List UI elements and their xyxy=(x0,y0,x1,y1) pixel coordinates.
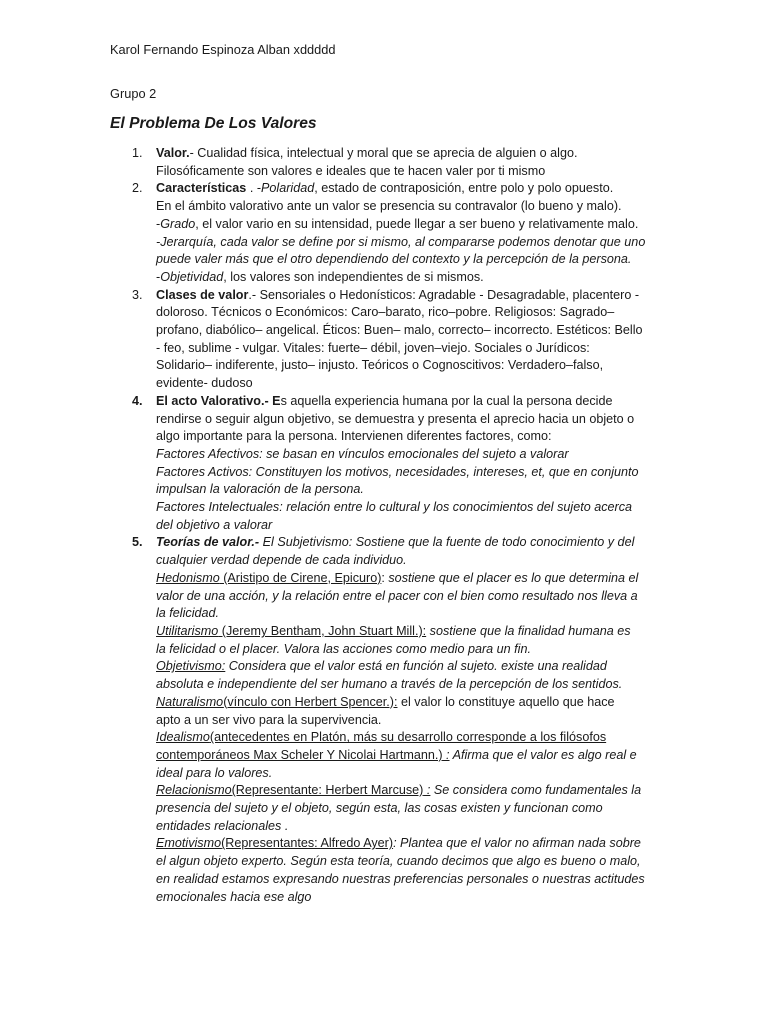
theory-utilitarismo: Utilitarismo (Jeremy Bentham, John Stuart Mill.): sostiene que la finalidad humana es xyxy=(156,623,631,638)
factores-line: impulsan la valoración de la persona. xyxy=(156,482,364,497)
item-text-line: En el ámbito valorativo ante un valor se presencia su contravalor (lo bueno y malo). xyxy=(156,199,622,214)
factores-line: Factores Intelectuales: relación entre lo cultural y los conocimientos del sujeto acerca xyxy=(156,500,633,515)
item-term: Valor. xyxy=(156,146,190,160)
values-list xyxy=(132,145,656,906)
factores-line: Factores Afectivos: se basan en vínculos emocionales del sujeto a valorar xyxy=(156,446,569,461)
item-text-line: algo importante para la persona. Intervienen diferentes factores, como: xyxy=(156,429,552,444)
group-label: Grupo 2 xyxy=(110,86,157,101)
item-text-line: doloroso. Técnicos o Económicos: Caro–barato, rico–pobre. Religiosos: Sagrado– xyxy=(156,305,615,320)
theory-hedonismo: Hedonismo (Aristipo de Cirene, Epicuro): sostiene que el placer es lo que determina el xyxy=(156,570,639,585)
jerarquia-line: puede valer más que el otro dependiendo del contexto y la percepción de la persona. xyxy=(156,252,632,267)
theory-name: Emotivismo xyxy=(156,836,222,851)
theory-name: Hedonismo xyxy=(156,570,220,585)
item-number: 4. xyxy=(132,393,143,408)
author-name: Karol Fernando Espinoza Alban xddddd xyxy=(110,42,336,57)
objetividad-term: Objetividad xyxy=(160,269,224,284)
theory-relacionismo: Relacionismo(Representante: Herbert Marcuse) : Se considera como fundamentales la xyxy=(156,783,642,798)
list-item-caracteristicas: 2. Características . -Polaridad, estado de contraposición, entre polo y polo opuesto. En el ámbito valorativo ante un valor se presencia su contravalor (lo bueno y malo). -Grado, el valor vario en su intensidad, puede llegar a ser bueno y relativamente malo. -Jerarquía, cada valor se define por si mismo, al compararse podemos denotar que uno puede valer más que el otro dependiendo del contexto y la percepción de la persona. -Objetividad, los valores son independientes de si mismos. xyxy=(156,180,656,286)
theory-name: Naturalismo xyxy=(156,694,224,709)
theory-name: Objetivismo: xyxy=(156,659,226,674)
theory-emotivismo: Emotivismo(Representantes: Alfredo Ayer): Plantea que el valor no afirman nada sobre xyxy=(156,836,641,851)
list-item-valor xyxy=(132,145,656,180)
document-title: El Problema De Los Valores xyxy=(110,115,317,132)
item-text-line: profano, diabólico– angelical. Éticos: Buen– malo, correcto– incorrecto. Estéticos: Bello xyxy=(156,323,643,338)
theory-naturalismo: Naturalismo(vínculo con Herbert Spencer.): el valor lo constituye aquello que hace xyxy=(156,694,615,709)
item-text-line: Solidario– indiferente, justo– injusto. Teóricos o Cognoscitivos: Verdadero–falso, xyxy=(156,358,604,373)
jerarquia-line: -Jerarquía, cada valor se define por si mismo, al compararse podemos denotar que uno xyxy=(156,234,646,249)
theory-name: Relacionismo xyxy=(156,783,232,798)
item-term: El acto Valorativo.- E xyxy=(156,393,281,408)
item-number: 2. xyxy=(132,181,143,196)
item-text-line: cualquier verdad depende de cada individuo. xyxy=(156,553,407,568)
item-text-line: - feo, sublime - vulgar. Vitales: fuerte– débil, joven–viejo. Sociales o Jurídicos: xyxy=(156,340,590,355)
item-number: 1. xyxy=(132,146,143,160)
item-term: Clases de valor xyxy=(156,287,249,302)
grado-term: Grado xyxy=(160,216,196,231)
item-term: Características xyxy=(156,181,247,196)
item-text-line: Filosóficamente son valores e ideales que te hacen valer por ti mismo xyxy=(156,163,546,178)
item-text-line: evidente- dudoso xyxy=(156,376,253,391)
list-item-acto-valorativo: 4. El acto Valorativo.- Es aquella experiencia humana por la cual la persona decide rendirse o seguir algun objetivo, se demuestra y presenta el aprecio hacia un objeto o algo importante para la persona. Intervienen diferentes factores, como: Factores Afectivos: se basan en vínculos emocionales del sujeto a valorar Factores Activos: Constituyen los motivos, necesidades, intereses, et, que en conjunto impulsan la valoración de la persona. Factores Intelectuales: relación entre lo cultural y los conocimientos del sujeto acerca del objetivo a valorar xyxy=(156,393,656,535)
factores-line: del objetivo a valorar xyxy=(156,517,273,532)
list-item-teorias-de-valor: 5. Teorías de valor.- El Subjetivismo: Sostiene que la fuente de todo conocimiento y del cualquier verdad depende de cada individuo. Hedonismo (Aristipo de Cirene, Epicuro): sostiene que el placer es lo que determina el valor de una acción, y la relación entre el pacer con el bien como resultado nos lleva a la felicidad. Utilitarismo (Jeremy Bentham, John Stuart Mill.): sostiene que la finalidad humana es la felicidad o el placer. Valora las acciones como medio para un fin. Objetivismo: Considera que el valor está en función al sujeto. existe una realidad absoluta e independiente del ser humano a través de la percepción de los sentidos. Naturalismo(vínculo con Herbert Spencer.): el valor lo constituye aquello que hace apto a un ser vivo para la supervivencia. Idealismo(antecedentes en Platón, más su desarrollo corresponde a los filósofos contemporáneos Max Scheler Y Nicolai Hartmann.) : Afirma que el valor es algo real e ideal para lo valores. Relacionismo(Representante: Herbert Marcuse) : Se considera como fundamentales la presencia del sujeto y el objeto, según esta, las cosas existen y funcionan como entidades relacionales . Emotivismo(Representantes: Alfredo Ayer): Plantea que el valor no afirman nada sobre el algun objeto experto. Según esta teoría, cuando decimos que algo es bueno o malo, en realidad estamos expresando nuestras preferencias personales o nuestras actitudes emocionales hacia ese algo xyxy=(156,534,656,906)
theory-idealismo: Idealismo(antecedentes en Platón, más su desarrollo corresponde a los filósofos xyxy=(156,730,607,745)
item-text-line: rendirse o seguir algun objetivo, se demuestra y presenta el aprecio hacia un objeto o xyxy=(156,411,635,426)
theory-objetivismo: Objetivismo: Considera que el valor está en función al sujeto. existe una realidad xyxy=(156,659,607,674)
item-term: Teorías de valor.- xyxy=(156,535,260,550)
polaridad-term: Polaridad xyxy=(261,181,315,196)
theory-name: Utilitarismo xyxy=(156,623,219,638)
theory-name: Idealismo xyxy=(156,730,210,745)
item-definition: - Cualidad física, intelectual y moral que se aprecia de alguien o algo. xyxy=(189,146,578,160)
factores-line: Factores Activos: Constituyen los motivos, necesidades, intereses, et, que en conjunto xyxy=(156,464,639,479)
item-number: 3. xyxy=(132,287,143,302)
list-item-clases-de-valor: 3. Clases de valor.- Sensoriales o Hedonísticos: Agradable - Desagradable, placentero - doloroso. Técnicos o Económicos: Caro–barato, rico–pobre. Religiosos: Sagrado– profano, diabólico– angelical. Éticos: Buen– malo, correcto– incorrecto. Estéticos: Bello - feo, sublime - vulgar. Vitales: fuerte– débil, joven–viejo. Sociales o Jurídicos: Solidario– indiferente, justo– injusto. Teóricos o Cognoscitivos: Verdadero–falso, evidente- dudoso xyxy=(156,287,656,393)
item-number: 5. xyxy=(132,535,143,550)
